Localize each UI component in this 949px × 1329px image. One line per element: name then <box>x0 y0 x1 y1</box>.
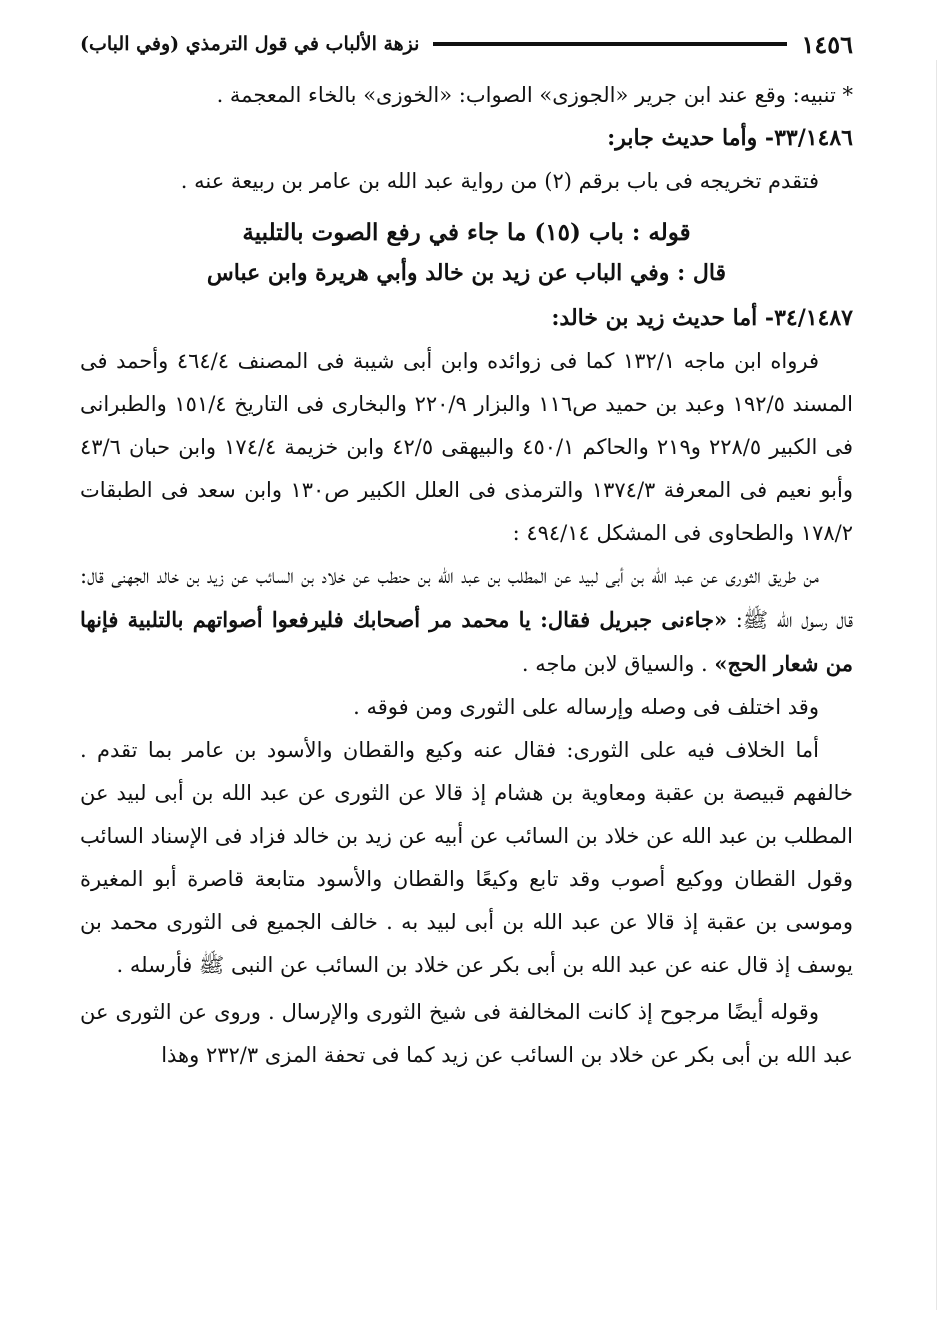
entry-1487-heading: ٣٤/١٤٨٧- أما حديث زيد بن خالد: <box>551 305 853 331</box>
isnad-text: من طريق الثورى عن عبد الله بن أبى لبيد عن المطلب بن عبد الله بن حنطب عن خلاد بن السائب عن زيد بن خالد الجهنى قال: قال رسول الله ﷺ: <box>80 564 853 632</box>
final-paragraph: وقوله أيضًا مرجوح إذ كانت المخالفة فى شيخ الثورى والإرسال . وروى عن الثورى عن عبد الله بن أبى بكر عن خلاد بن السائب عن زيد كما فى تحفة المزى ٢٣٢/٣ وهذا <box>80 1000 853 1067</box>
chapter-title: قوله : باب (١٥) ما جاء في رفع الصوت بالتلبية <box>242 219 691 246</box>
hadith-text: «جاءنى جبريل فقال: يا محمد مر أصحابك فليرفعوا أصواتهم بالتلبية فإنها من شعار الحج» <box>80 607 853 676</box>
warning-note: * تنبيه: وقع عند ابن جرير «الجوزى» الصواب: «الخوزى» بالخاء المعجمة . <box>216 83 853 107</box>
disagreement-paragraph: وقد اختلف فى وصله وإرساله على الثورى ومن فوقه . <box>353 695 819 719</box>
header-rule <box>433 42 787 46</box>
isnad-paragraph <box>80 555 853 686</box>
chapter-subtitle: قال : وفي الباب عن زيد بن خالد وأبي هريرة وابن عباس <box>206 260 727 286</box>
entry-1486-heading: ٣٣/١٤٨٦- وأما حديث جابر: <box>607 125 853 151</box>
entry-1486-text: فتقدم تخريجه فى باب برقم (٢) من رواية عبد الله بن عامر بن ربيعة عنه . <box>180 169 819 193</box>
page-edge-shadow <box>936 60 937 1310</box>
takhrij-paragraph: فرواه ابن ماجه ١٣٢/١ كما فى زوائده وابن أبى شيبة فى المصنف ٤٦٤/٤ وأحمد فى المسند ١٩٢/٥ وعبد بن حميد ص١١٦ والبزار ٢٢٠/٩ والبخارى فى التاريخ ١٥١/٤ والطبرانى فى الكبير ٢٢٨/٥ و٢١٩ والحاكم ٤٥٠/١ والبيهقى ٤٢/٥ وابن خزيمة ١٧٤/٤ وابن حبان ٤٣/٦ وأبو نعيم فى المعرفة ١٣٧٤/٣ والترمذى فى العلل الكبير ص١٣٠ وابن سعد فى الطبقات ١٧٨/٢ والطحاوى فى المشكل ٤٩٤/١٤ : <box>80 349 854 545</box>
page-header <box>80 26 853 62</box>
page-body <box>80 74 853 1077</box>
isnad-ending: . والسياق لابن ماجه . <box>521 652 715 676</box>
running-title: نزهة الألباب في قول الترمذي (وفي الباب) <box>80 33 420 55</box>
page-number: ١٤٥٦ <box>801 29 853 59</box>
thawri-disagreement-paragraph: أما الخلاف فيه على الثورى: فقال عنه وكيع والقطان والأسود بن عامر بما تقدم . خالفهم قبيصة بن عقبة ومعاوية بن هشام إذ قالا عن الثورى عن عبد الله بن أبى لبيد عن المطلب بن عبد الله عن خلاد بن السائب عن أبيه عن زيد بن خالد فزاد فى الإسناد السائب وقول القطان ووكيع أصوب وقد تابع وكيعًا والقطان والأسود متابعة قاصرة أبو المغيرة وموسى بن عقبة إذ قالا عن عبد الله بن أبى لبيد به . خالف الجميع فى الثورى محمد بن يوسف إذ قال عنه عن عبد الله بن أبى بكر عن خلاد بن السائب عن النبى ﷺ فأرسله . <box>80 738 853 977</box>
